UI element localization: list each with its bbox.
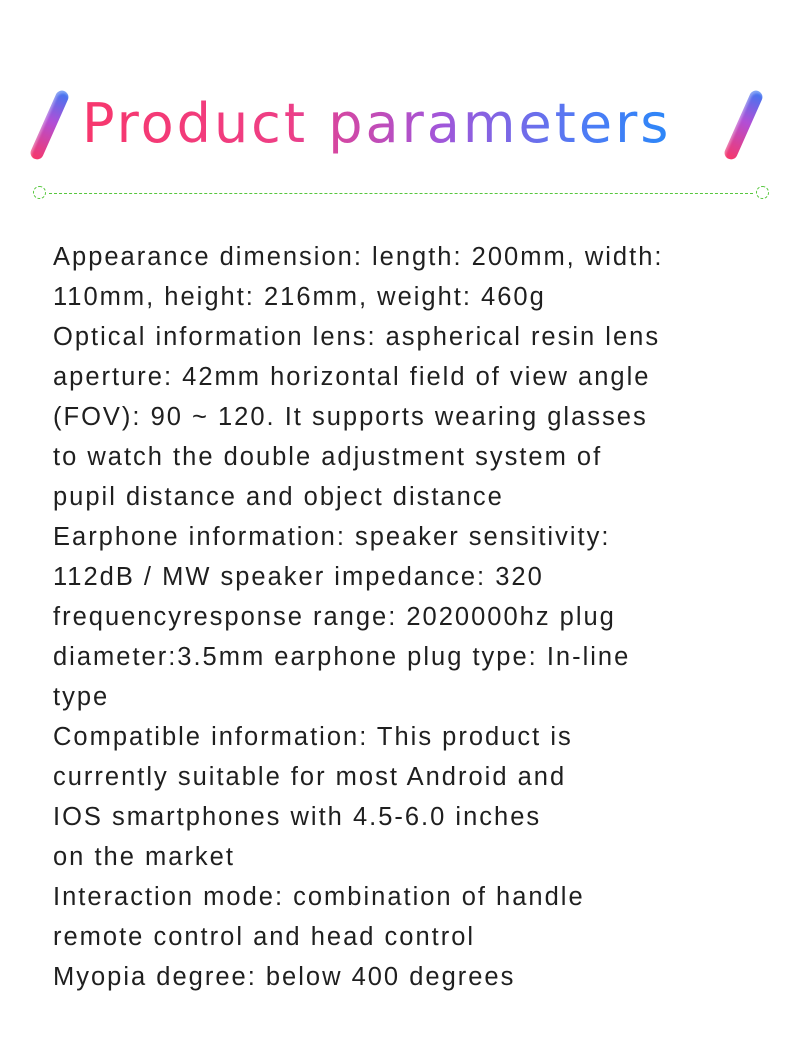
parameter-line: IOS smartphones with 4.5-6.0 inches	[53, 803, 542, 831]
divider-line	[49, 193, 753, 194]
slash-decoration-left	[29, 89, 71, 162]
page-title: Product parameters	[82, 84, 671, 164]
parameter-line: Appearance dimension: length: 200mm, width:	[53, 243, 664, 271]
parameter-line: 112dB / MW speaker impedance: 320	[53, 563, 544, 591]
parameter-line: remote control and head control	[53, 923, 476, 951]
parameter-line: frequencyresponse range: 2020000hz plug	[53, 603, 616, 631]
parameter-line: Earphone information: speaker sensitivity:	[53, 523, 611, 551]
dashed-divider	[33, 186, 769, 202]
parameter-line: Interaction mode: combination of handle	[53, 883, 585, 911]
parameter-line: currently suitable for most Android and	[53, 763, 567, 791]
parameter-line: to watch the double adjustment system of	[53, 443, 603, 471]
parameter-line: Optical information lens: aspherical resin lens	[53, 323, 661, 351]
parameter-line: pupil distance and object distance	[53, 483, 504, 511]
divider-circle-left	[33, 186, 46, 199]
parameter-line: type	[53, 683, 110, 711]
divider-circle-right	[756, 186, 769, 199]
parameter-line: 110mm, height: 216mm, weight: 460g	[53, 283, 546, 311]
parameter-line: diameter:3.5mm earphone plug type: In-line	[53, 643, 631, 671]
slash-decoration-right	[723, 89, 765, 162]
parameter-line: aperture: 42mm horizontal field of view angle	[53, 363, 651, 391]
parameter-line: Myopia degree: below 400 degrees	[53, 963, 516, 991]
title-row	[0, 84, 800, 164]
parameter-line: (FOV): 90 ~ 120. It supports wearing glasses	[53, 403, 648, 431]
parameter-line: on the market	[53, 843, 235, 871]
parameter-line: Compatible information: This product is	[53, 723, 573, 751]
parameters-text	[53, 237, 773, 997]
